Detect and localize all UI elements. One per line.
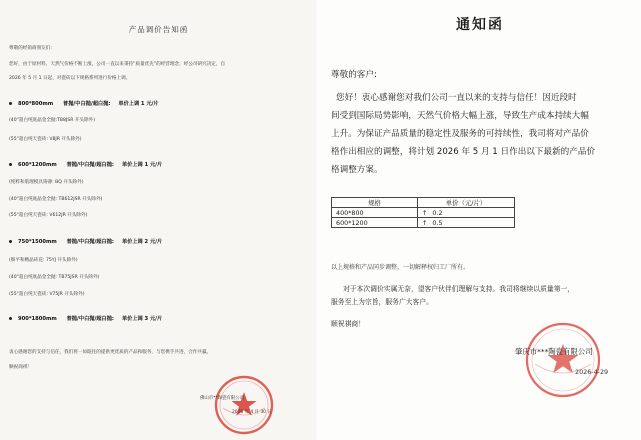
price-notice-left-document (0, 0, 317, 440)
table-header-cell: 规格 (332, 198, 418, 208)
up-arrow-icon: ↑ (422, 218, 428, 227)
right-doc-body-line: 您好！衷心感谢您对我们公司一直以来的支持与信任！因近段时 (336, 93, 577, 103)
company-seal-icon (213, 374, 275, 436)
left-doc-exception-item: (40"超白纯底晶金全抛:TB8JSR 开头除外) (9, 118, 96, 123)
left-doc-exception-item: (55"超白纯天瓷砖: V75JR 开头除外) (9, 292, 85, 297)
left-doc-signature-date: 2026 年 4 月 30 日 (232, 410, 272, 415)
right-doc-body-line: 格作出相应的调整，将计划 2026 年 5 月 1 日作出以下最新的产品价 (331, 147, 596, 157)
left-doc-title: 产品调价告知函 (128, 25, 189, 34)
bullet-icon (9, 240, 12, 243)
left-doc-closing-line: 顺祝商祺！ (9, 365, 32, 370)
table-cell-price: ↑ 0.5 (418, 218, 515, 228)
table-cell-size: 600*1200 (332, 218, 418, 228)
right-doc-note: 以上规格和产品同步调整，一切解释权归工厂所有。 (331, 264, 470, 271)
left-doc-exception-item: (55"超白纯天瓷砖: V612JR 开头除外) (9, 213, 88, 218)
table-row (332, 208, 515, 218)
right-doc-closing-line: 对于本次调价实属无奈，望客户伙伴们理解与支持。我司将继续以质量第一， (343, 285, 575, 293)
bullet-icon (9, 102, 12, 105)
table-header-cell: 单价（元/片） (418, 198, 515, 208)
right-doc-regards: 顺祝祺商！ (331, 320, 365, 328)
left-doc-signature-company: 佛山市**陶瓷有限公司 (200, 396, 244, 401)
company-seal-icon (523, 320, 603, 400)
right-doc-salutation: 尊敬的客户: (331, 70, 377, 80)
right-doc-body-line: 格调整方案。 (331, 165, 383, 175)
right-doc-signature-date: 2026-4-29 (575, 368, 609, 376)
left-doc-intro-line: 您好，由于原材料、天然气价格不断上涨，公司一直以来秉持“质量优先”的经营理念，经公司研究决定，自 (9, 62, 226, 67)
right-doc-title: 通知函 (456, 17, 504, 33)
table-header-row (332, 198, 515, 208)
bullet-icon (9, 317, 12, 320)
left-doc-size-heading: 600*1200mm 普抛/中白抛/超白抛: 单价上调 1 元/片 (9, 162, 162, 168)
left-doc-size-heading: 750*1500mm 普抛/中白抛/超白抛: 单价上调 2 元/片 (9, 239, 162, 245)
right-doc-closing-line: 服务至上为宗旨，服务广大客户。 (331, 298, 433, 306)
bullet-icon (9, 163, 12, 166)
left-doc-exception-item: (40"超白纯底晶金全抛: TB612JSR 开头除外) (9, 197, 103, 202)
left-doc-closing-line: 衷心感谢您的支持与信任，我们将一如既往的提供更优质的产品和服务，与您携手共进，合作共赢。 (9, 350, 212, 355)
table-cell-price: ↑ 0.2 (418, 208, 515, 218)
up-arrow-icon: ↑ (422, 208, 428, 217)
right-doc-body-line: 间受到国际局势影响，天然气价格大幅上涨，导致生产成本持续大幅 (331, 111, 589, 121)
left-doc-exception-item: (40"超白纯底晶金全抛: TB75JSR 开头除外) (9, 275, 100, 280)
left-doc-intro-line: 2026 年 5 月 1 日起，对瓷砖以下规格系列进行价格上调。 (9, 76, 131, 81)
right-doc-signature-company: 肇庆市***陶瓷有限公司 (515, 347, 593, 356)
left-doc-size-heading: 900*1800mm 普抛/中白抛/超白抛: 单价上调 3 元/片 (9, 316, 162, 322)
left-doc-size-heading: 800*800mm 普抛/中白抛/超白抛: 单价上调 1 元/片 (9, 101, 159, 107)
table-row (332, 218, 515, 228)
left-doc-exception-item: (55"超白纯天瓷砖: V8JR 开头除外) (9, 137, 82, 142)
table-cell-size: 400*800 (332, 208, 418, 218)
price-adjustment-table (331, 197, 515, 228)
left-doc-exception-item: (细平和精晶砖花: 75YJ 开头除外) (9, 258, 78, 263)
left-doc-exception-item: (纯粹和肌理模具铸薄: BQ 开头除外) (9, 180, 84, 185)
price-notice-right-document (319, 0, 641, 440)
left-doc-salutation: 尊敬的经销商朋友们: (9, 46, 52, 51)
right-doc-body-line: 上升。为保证产品质量的稳定性及服务的可持续性，我司将对产品价 (331, 129, 589, 139)
